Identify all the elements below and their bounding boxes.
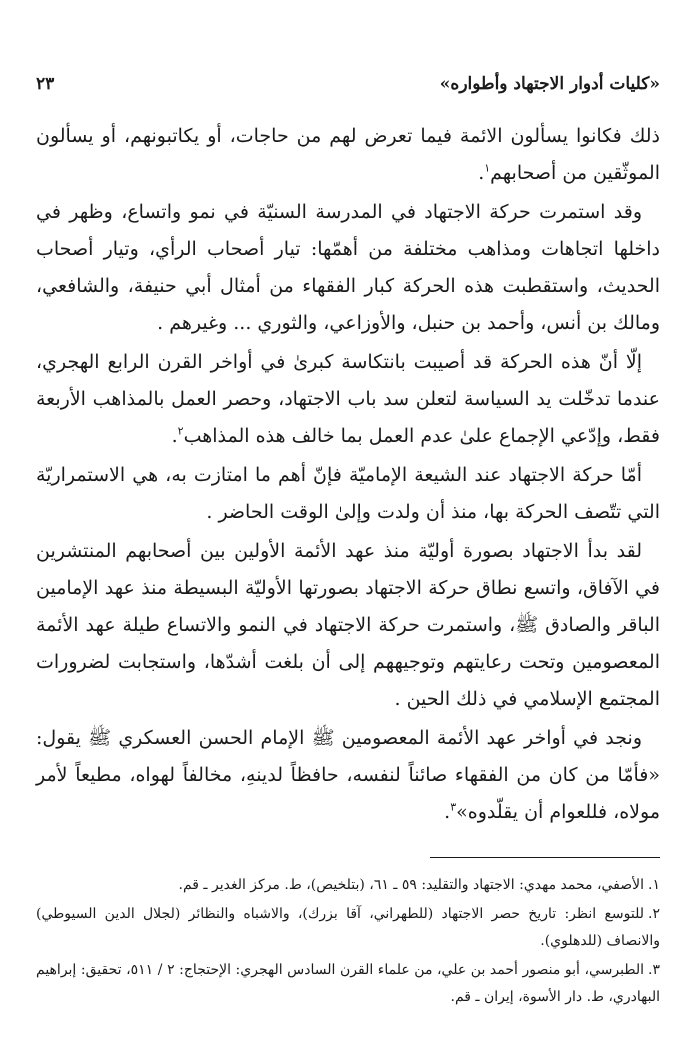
footnote-marker-3: ٣: [450, 800, 457, 814]
paragraph-5: لقد بدأ الاجتهاد بصورة أوليّة منذ عهد الأئمة الأولين بين أصحابهم المنتشرين في الآفاق، واتسع نطاق حركة الاجتهاد بصورتها الأوليّة البسيطة منذ عهد الإمامين الباقر والصادق ﷺ، واستمرت حركة الاجتهاد في النمو والاتساع طيلة عهد الأئمة المعصومين وتحت رعايتهم وتوجيههم إلى أن بلغت أشدّها، واستجابت لضرورات المجتمع الإسلامي في ذلك الحين .: [36, 540, 660, 710]
paragraph-1: [36, 118, 660, 192]
footnote-text: الأصفي، محمد مهدي: الاجتهاد والتقليد: ٥٩ ـ ٦١، (بتلخيص)، ط. مركز الغدير ـ قم.: [178, 877, 645, 893]
footnote-text: الطبرسي، أبو منصور أحمد بن علي، من علماء القرن السادس الهجري: الإحتجاج: ٢ / ٥١١، تحقيق: إبراهيم البهادري، ط. دار الأسوة، إيران ـ قم.: [36, 962, 660, 1005]
footnote-marker-1: ١: [484, 161, 491, 175]
paragraph-1-text: ذلك فكانوا يسألون الائمة فيما تعرض لهم من حاجات، أو يكاتبونهم، أو يسألون الموثّقين من أصحابهم: [36, 125, 660, 184]
book-page: [36, 74, 660, 1013]
paragraph-1-end: .: [478, 162, 485, 184]
paragraph-4: أمّا حركة الاجتهاد عند الشيعة الإماميّة فإنّ أهم ما امتازت به، هي الاستمراريّة التي تتّصف الحركة بها، منذ أن ولدت وإلىٰ الوقت الحاضر .: [36, 464, 660, 523]
paragraph-3-text: إلّا أنّ هذه الحركة قد أصيبت بانتكاسة كبرىٰ في أواخر القرن الرابع الهجري، عندما تدخّلت يد السياسة لتعلن سد باب الاجتهاد، وحصر العمل بالمذاهب الأربعة فقط، وإدّعي الإجماع علىٰ عدم العمل بما خالف هذه المذاهب: [36, 351, 660, 447]
footnote-text: للتوسع انظر: تاريخ حصر الاجتهاد (للطهراني، آقا بزرك)، والاشباه والنظائر (لجلال الدين السيوطي) والانصاف (للدهلوي).: [36, 906, 660, 949]
footnote-number: ١.: [648, 877, 660, 893]
footnote-number: ٢.: [648, 906, 660, 922]
footnote-2: [36, 901, 660, 955]
paragraph-6: [36, 720, 660, 831]
footnote-divider: [430, 857, 660, 858]
page-number: ٢٣: [36, 74, 55, 94]
page-header: [36, 74, 660, 110]
paragraph-6-end: .: [444, 801, 451, 823]
footnotes: [36, 872, 660, 1011]
body-text: [36, 118, 660, 831]
footnote-number: ٣.: [648, 962, 660, 978]
paragraph-2: وقد استمرت حركة الاجتهاد في المدرسة السنيّة في نمو واتساع، وظهر في داخلها اتجاهات ومذاهب مختلفة من أهمّها: تيار أصحاب الرأي، وتيار أصحاب الحديث، واستقطبت هذه الحركة كبار الفقهاء من أمثال أبي حنيفة، والشافعي، ومالك بن أنس، وأحمد بن حنبل، والأوزاعي، والثوري ... وغيرهم .: [36, 201, 660, 334]
paragraph-3-end: .: [171, 425, 178, 447]
footnote-3: [36, 957, 660, 1011]
paragraph-6-text: ونجد في أواخر عهد الأئمة المعصومين ﷺ الإمام الحسن العسكري ﷺ يقول: «فأمّا من كان من الفقهاء صائناً لنفسه، حافظاً لدينهِ، مخالفاً لهواه، مطيعاً لأمر مولاه، فللعوام أن يقلّدوه»: [36, 727, 660, 823]
footnote-1: [36, 872, 660, 899]
paragraph-3: [36, 344, 660, 455]
running-title: «كليات أدوار الاجتهاد وأطواره»: [439, 74, 660, 94]
footnote-marker-2: ٢: [177, 424, 184, 438]
